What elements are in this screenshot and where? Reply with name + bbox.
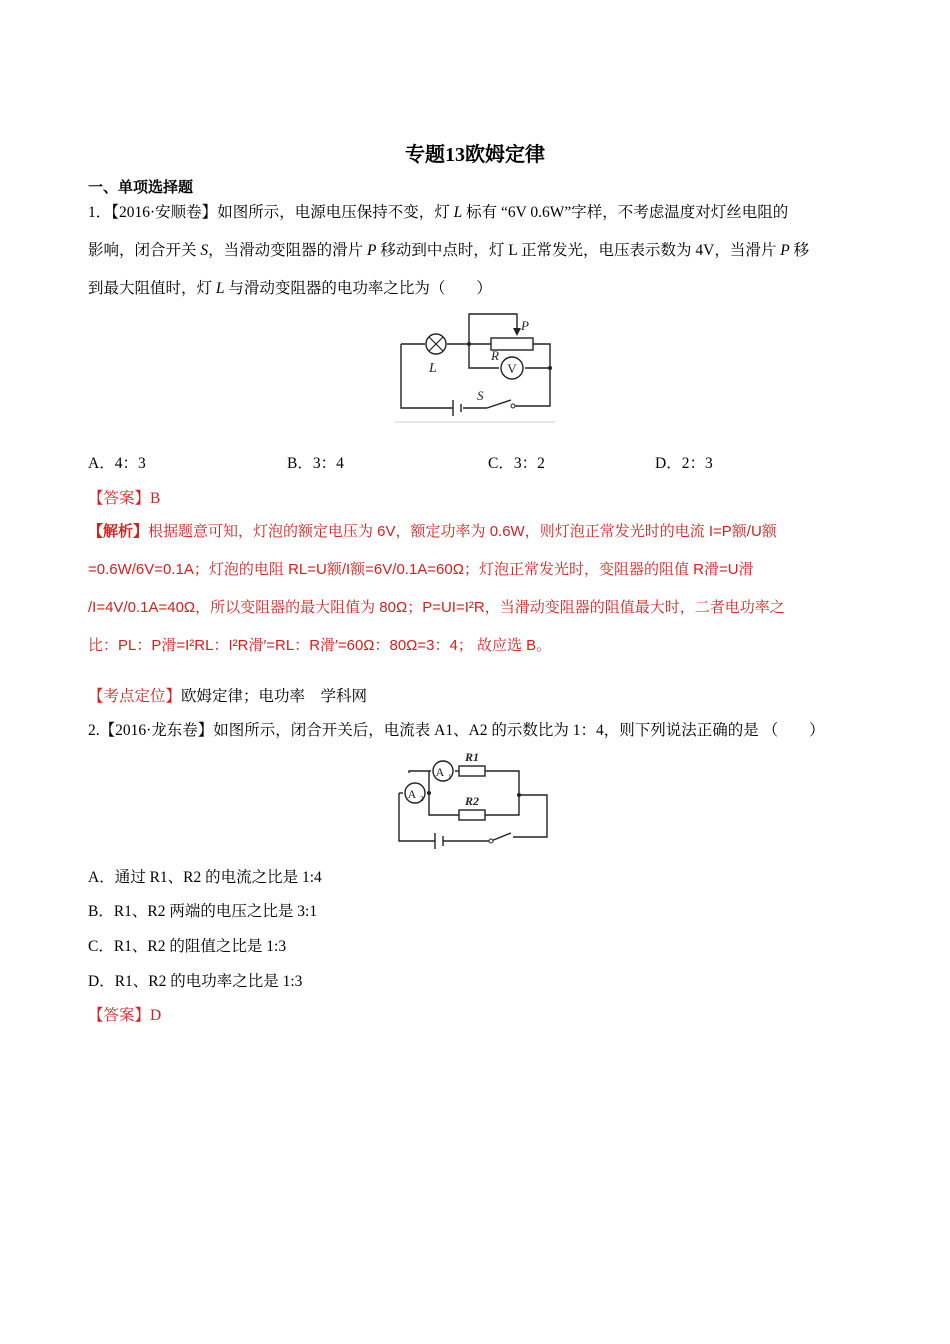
q2-stem [88,718,825,740]
q1-kaodian-tag: 【考点定位】 [88,688,182,705]
q1-stem-line2a: 影响，闭合开关 [88,242,201,259]
q1-answer: 【答案】B [88,490,161,507]
ammeter-a1-label: A [435,765,445,779]
page-title: 专题13欧姆定律 [405,144,545,166]
q1-analysis-line3: /I=4V/0.1A=40Ω，所以变阻器的最大阻值为 80Ω；P=UI=I²R，当滑动变阻器的阻值最大时，二者电功率之 [88,599,785,616]
slider-arrow-icon [513,328,521,336]
q1-slider-symbol: P [367,242,377,259]
q1-stem [88,194,868,308]
lamp-icon [426,334,446,354]
q1-analysis-line2: =0.6W/6V=0.1A；灯泡的电阻 RL=U额/I额=6V/0.1A=60Ω；灯泡正常发光时，变阻器的阻值 R滑=U滑 [88,561,754,578]
ammeter-a2-label: A [407,787,417,801]
q1-stem-line2d: 移 [789,242,810,259]
q1-number: 1． [88,204,112,221]
r2-label: R2 [465,794,480,808]
resistor-r2-icon [459,810,485,820]
voltmeter-icon [501,357,523,379]
q1-lamp-symbol: L [453,204,463,221]
q1-kaodian-text: 欧姆定律；电功率 学科网 [181,688,368,705]
lamp-label: L [429,361,437,376]
q1-switch-symbol: S [200,242,209,259]
q2-answer: 【答案】D [88,1007,162,1024]
q1-analysis [88,513,868,665]
q1-analysis-line4: 比：PL：P滑=I²RL：I²R滑′=RL：R滑′=60Ω：80Ω=3：4； 故应选 B。 [88,637,552,654]
q1-stem-line2c: 移动到中点时，灯 L 正常发光，电压表示数为 4V，当滑片 [376,242,781,259]
q1-stem-part2: 标有 “6V 0.6W”字样，不考虑温度对灯丝电阻的 [462,204,789,221]
r1-label: R1 [465,750,480,764]
q1-option-d: D．2：3 [655,455,713,472]
rheostat-label: R [491,348,499,363]
resistor-r1-icon [459,766,485,776]
q1-analysis-line1: 根据题意可知，灯泡的额定电压为 6V，额定功率为 0.6W，则灯泡正常发光时的电流 I=P额/U额 [148,523,777,540]
q1-circuit-diagram [395,308,560,426]
ammeter-a2-icon [405,783,425,803]
q1-slider-symbol-2: P [780,242,790,259]
q1-option-c: C．3：2 [488,455,545,472]
q1-option-a: A．4：3 [88,455,146,472]
q2-number: 2. [88,722,100,739]
q1-stem-line3b: 与滑动变阻器的电功率之比为（ ） [224,280,492,297]
q2-source: 【2016·龙东卷】 [99,722,214,739]
q1-lamp-symbol-2: L [215,280,225,297]
q2-option-d: D．R1、R2 的电功率之比是 1:3 [88,973,303,990]
ammeter-a1-sub: 1 [448,773,452,781]
q2-circuit-diagram [395,745,555,850]
q2-stem-text: 如图所示，闭合开关后，电流表 A1、A2 的示数比为 1：4，则下列说法正确的是 （ ） [213,722,825,739]
slider-label: P [521,318,529,333]
q2-option-b: B．R1、R2 两端的电压之比是 3:1 [88,903,318,920]
switch-label: S [477,388,484,403]
q1-kaodian [88,684,367,706]
q1-stem-line2b: ，当滑动变阻器的滑片 [208,242,368,259]
ammeter-a2-sub: 2 [420,795,424,803]
section-heading: 一、单项选择题 [88,180,194,196]
q1-source: 【2016·安顺卷】 [111,204,218,221]
q1-stem-line3a: 到最大阻值时，灯 [88,280,216,297]
ammeter-a1-icon [433,761,453,781]
q1-analysis-tag: 【解析】 [88,523,149,540]
q1-option-b: B．3：4 [287,455,344,472]
q1-stem-part1: 如图所示，电源电压保持不变，灯 [217,204,454,221]
voltmeter-label: V [507,361,517,376]
q2-option-c: C．R1、R2 的阻值之比是 1:3 [88,938,287,955]
q2-option-a: A．通过 R1、R2 的电流之比是 1:4 [88,869,322,886]
